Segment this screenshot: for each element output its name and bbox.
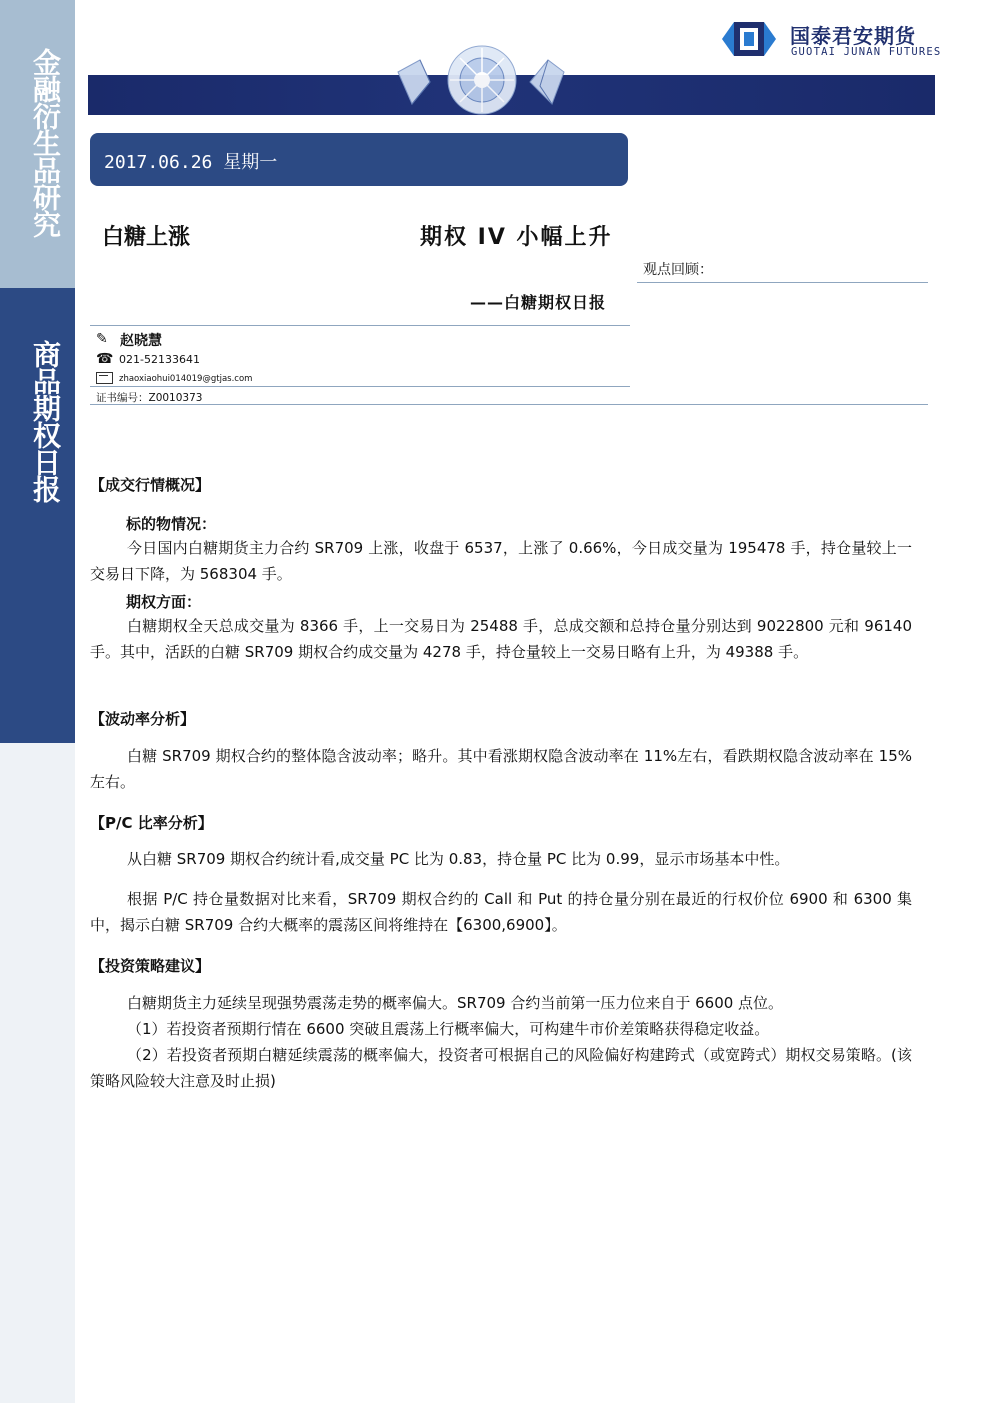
diamond-icon [390,42,570,118]
underlying-heading: 标的物情况： [126,515,217,533]
section-heading-market: 【成交行情概况】 [90,476,211,494]
sidebar-bottom-band [0,743,75,1403]
company-logo-icon [716,18,782,60]
brand-name-cn: 国泰君安期货 [790,24,916,48]
author-divider-mid [90,386,630,387]
author-divider-top [90,325,630,326]
pc-paragraph-2: 根据 P/C 持仓量数据对比来看，SR709 期权合约的 Call 和 Put 的持仓量分别在最近的行权价位 6900 和 6300 集中，揭示白糖 SR709 合约大概率的震荡区间将维持在【6300,6900】。 [90,890,912,934]
pc-paragraph-1: 从白糖 SR709 期权合约统计看,成交量 PC 比为 0.83，持仓量 PC 比为 0.99，显示市场基本中性。 [127,850,790,868]
report-title-left: 白糖上涨 [102,225,191,250]
review-divider [637,282,928,283]
author-name: 赵晓慧 [120,333,162,349]
author-email[interactable]: zhaoxiaohui014019@gtjas.com [119,374,253,384]
underlying-paragraph: 今日国内白糖期货主力合约 SR709 上涨，收盘于 6537，上涨了 0.66%，今日成交量为 195478 手，持仓量较上一交易日下降，为 568304 手。 [90,539,912,583]
strategy-line-3: （2）若投资者预期白糖延续震荡的概率偏大，投资者可根据自己的风险偏好构建跨式（或宽跨式）期权交易策略。(该策略风险较大注意及时止损) [90,1046,912,1090]
section-heading-volatility: 【波动率分析】 [90,710,196,728]
options-heading: 期权方面： [126,593,202,611]
sidebar-category-label: 金融衍生品研究 [29,48,62,237]
author-phone: 021-52133641 [119,353,200,366]
volatility-paragraph: 白糖 SR709 期权合约的整体隐含波动率；略升。其中看涨期权隐含波动率在 11%左右，看跌期权隐含波动率在 15%左右。 [90,747,912,791]
author-certificate: 证书编号：Z0010373 [96,392,203,404]
pencil-icon: ✎ [96,331,108,347]
report-subtitle: ——白糖期权日报 [470,293,607,312]
strategy-line-2: （1）若投资者预期行情在 6600 突破且震荡上行概率偏大，可构建牛市价差策略获得稳定收益。 [127,1020,770,1038]
options-paragraph: 白糖期权全天总成交量为 8366 手，上一交易日为 25488 手，总成交额和总持仓量分别达到 9022800 元和 96140 手。其中，活跃的白糖 SR709 期权合约成交量为 4278 手，持仓量较上一交易日略有上升，为 49388 手。 [90,617,912,661]
date-banner [90,133,628,186]
sidebar-report-type-label: 商品期权日报 [29,340,62,502]
strategy-line-1: 白糖期货主力延续呈现强势震荡走势的概率偏大。SR709 合约当前第一压力位来自于 6600 点位。 [127,994,784,1012]
report-date: 2017.06.26 星期一 [104,152,278,173]
report-title-right: 期权 IV 小幅上升 [420,225,613,250]
section-heading-strategy: 【投资策略建议】 [90,957,211,975]
review-label: 观点回顾： [643,262,713,278]
email-icon [96,372,113,384]
brand-name-en: GUOTAI JUNAN FUTURES [791,46,942,58]
phone-icon: ☎ [96,351,114,367]
header-divider-bottom [90,404,928,405]
section-heading-pc-ratio: 【P/C 比率分析】 [90,814,213,832]
